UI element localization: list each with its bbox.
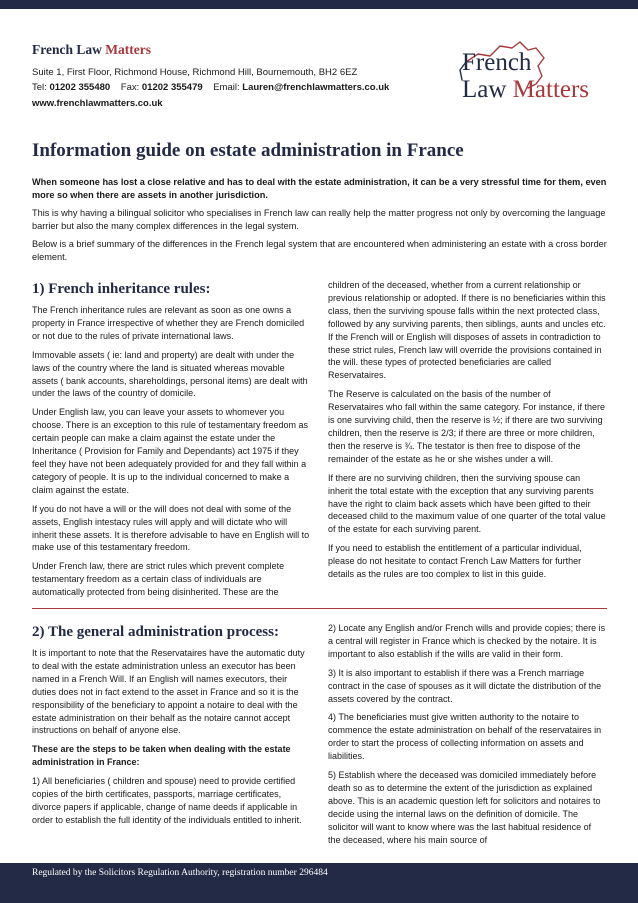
email-link[interactable]: Lauren@frenchlawmatters.co.uk xyxy=(242,82,390,93)
fax-number: 01202 355479 xyxy=(141,82,203,93)
section-2-right-column xyxy=(328,622,606,853)
fax-label: Fax: xyxy=(120,82,140,93)
footer-regulation-text: Regulated by the Solicitors Regulation Authority, registration number 296484 xyxy=(32,868,328,878)
step-4: 4) The beneficiaries must give written authority to the notaire to commence the estate administration on behalf of the reservataires in order to start the process of collecting information on assets and liabilities. xyxy=(328,712,602,762)
section-divider xyxy=(32,608,607,609)
paragraph: If there are no surviving children, then the surviving spouse can inherit the total estate with the exception that any surviving parents have the right to claim back assets which have been gifted to their deceased child to the maximum value of one quarter of the total value of the estate for each surviving parent. xyxy=(328,472,606,535)
tel-number[interactable]: 01202 355480 xyxy=(49,82,111,93)
section-1-right-column xyxy=(328,279,606,587)
top-color-bar xyxy=(0,0,638,9)
paragraph: The French inheritance rules are relevant as soon as one owns a property in France irrespective of whether they are French domiciled or not due to the rules of private international laws. xyxy=(32,305,305,341)
brand-name-main: French Law xyxy=(32,42,102,57)
contact-line xyxy=(32,82,389,94)
step-3: 3) It is also important to establish if there was a French marriage contract in the case of spouses as it will dictate the distribution of the assets covered by the contract. xyxy=(328,667,602,704)
step-5: 5) Establish where the deceased was domiciled immediately before death so as to determine the extent of the jurisdiction as explained above. This is an academic question left for solicitors and notaires to decide using the internal laws on the definition of domicile. The solicitor will want to know where was the last habitual residence of the deceased, where his main source of xyxy=(328,770,601,845)
paragraph: Immovable assets ( ie: land and property) are dealt with under the laws of the country where the land is situated whereas movable assets ( bank accounts, shareholdings, personal items) are dealt with under the laws of the country of domicile. xyxy=(32,349,308,399)
paragraph: If you do not have a will or the will does not deal with some of the assets, English intestacy rules will apply and will dictate who will inherit these assets. It is therefore advisable to have en English will to make use of this testamentary freedom. xyxy=(32,503,310,553)
email-label: Email: xyxy=(213,82,240,93)
website-link[interactable]: www.frenchlawmatters.co.uk xyxy=(32,98,163,109)
logo-text-law: Law xyxy=(462,76,507,103)
step-2: 2) Locate any English and/or French wills and provide copies; there is a central will register in France which is checked by the notaire. It is important to also establish if the wills are valid in their form. xyxy=(328,623,606,659)
paragraph: Under English law, you can leave your assets to whomever you choose. There is an exception to this rule of testamentary freedom as certain people can make a claim against the estate under the Inheritance ( Provision for Family and Dependants) act 1975 if they feel they have not been adequately provided for and they fall within a category of people. It is up to the individual concerned to make a claim against the estate. xyxy=(32,407,308,495)
paragraph: The Reserve is calculated on the basis of the number of Reservataires who fall within the same category. For instance, if there is one surviving child, then the reserve is ½; if there are two surviving children, then the reserve is 2/3; if there are three or more children, then the reserve is ¾. The testator is then free to dispose of the remainder of the estate as he or she wishes under a will. xyxy=(328,389,605,464)
logo-text-law-matters xyxy=(462,76,589,104)
brand-name xyxy=(32,42,151,58)
office-address: Suite 1, First Floor, Richmond House, Richmond Hill, Bournemouth, BH2 6EZ xyxy=(32,67,358,78)
intro-paragraph-2: Below is a brief summary of the differences in the French legal system that are encountered when administering an estate with a cross border element. xyxy=(32,239,607,262)
intro-lead: When someone has lost a close relative and has to deal with the estate administration, it can be a very stressful time for them, even more so when there are assets in another jurisdiction. xyxy=(32,177,607,200)
section-2-heading: 2) The general administration process: xyxy=(32,624,279,640)
paragraph: If you need to establish the entitlement of a particular individual, please do not hesitate to contact French Law Matters for further details as the rules are too complex to list in this guide. xyxy=(328,543,582,580)
steps-intro: These are the steps to be taken when dealing with the estate administration in France: xyxy=(32,744,291,768)
paragraph: Under French law, there are strict rules which prevent complete testamentary freedom as a certain class of individuals are automatically protected from being disinherited. These are the xyxy=(32,561,285,598)
paragraph: children of the deceased, whether from a current relationship or previous relationship or adopted. If there is no beneficiaries within this class, then the surviving spouse falls within the next protected class, followed by any surviving parents, then siblings, aunts and uncles etc. If the French will or English will disposes of assets in contradiction to these strict rules, French law will override the provisions contained in the will. these types of protected beneficiaries are called Reservataires. xyxy=(328,280,606,381)
page-title: Information guide on estate administration in France xyxy=(32,140,464,161)
logo-text-french: French xyxy=(462,49,532,76)
section-1-left-column xyxy=(32,304,310,605)
brand-name-accent: Matters xyxy=(105,42,151,57)
logo-text-matters: Matters xyxy=(512,76,590,103)
section-2-left-column xyxy=(32,647,310,833)
paragraph: It is important to note that the Reservataires have the automatic duty to deal with the estate administration unless an executor has been named in a French Will. If an English will names executors, their duties does not in fact extend to the asset in France and so it is the responsibility of the beneficiary to appoint a notaire to deal with the estate administration on their behalf as the notaire cannot accept instructions on behalf of anyone else. xyxy=(32,648,305,736)
tel-label: Tel: xyxy=(32,82,47,93)
section-1-heading: 1) French inheritance rules: xyxy=(32,281,211,297)
step-1: 1) All beneficiaries ( children and spouse) need to provide certified copies of the birth certificates, passports, marriage certificates, divorce papers if applicable, change of name deeds if applicable in order to establish the full identity of the individuals entitled to inherit. xyxy=(32,776,302,825)
intro-paragraph-1: This is why having a bilingual solicitor who specialises in French law can really help the matter progress not only by overcoming the language barrier but also the many complex differences in the legal system. xyxy=(32,208,606,231)
